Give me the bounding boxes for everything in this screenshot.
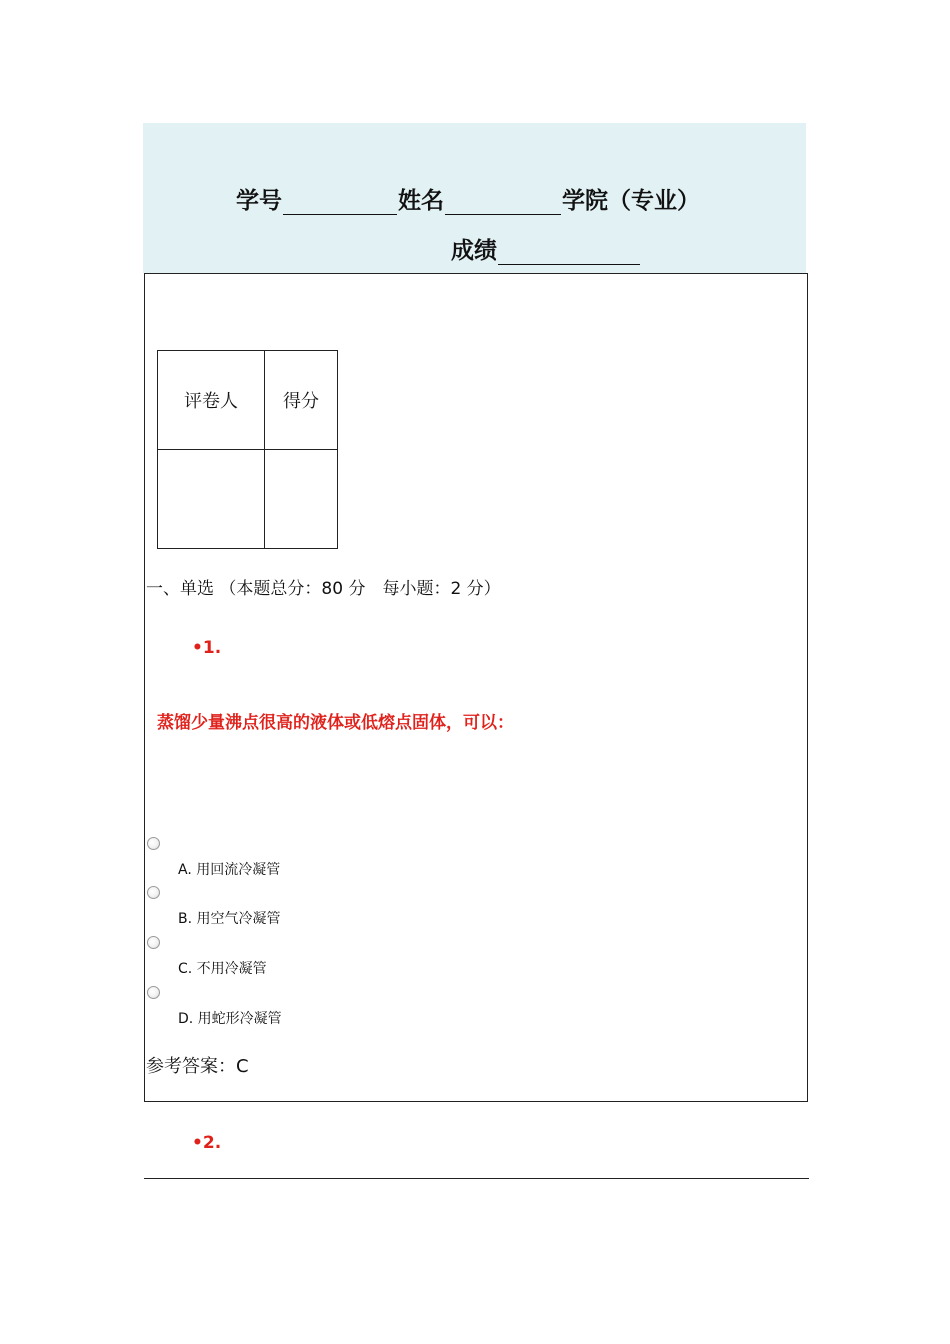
score-blank[interactable]: [498, 240, 640, 265]
question-number-2: •2.: [192, 1133, 222, 1153]
option-c-radio[interactable]: [147, 936, 160, 949]
college-label: 学院（专业）: [562, 188, 700, 214]
option-b-radio[interactable]: [147, 886, 160, 899]
header-info-line: [236, 187, 700, 215]
option-c-label: C. 不用冷凝管: [178, 961, 267, 977]
score-label: 成绩: [451, 238, 497, 264]
name-label: 姓名: [398, 188, 444, 214]
grader-header-cell: 评卷人: [158, 351, 265, 450]
section-title: 一、单选 （本题总分：80 分 每小题：2 分）: [146, 579, 501, 599]
option-d-radio[interactable]: [147, 986, 160, 999]
question-number: •1.: [192, 638, 222, 658]
student-id-label: 学号: [236, 188, 282, 214]
option-d-label: D. 用蛇形冷凝管: [178, 1011, 282, 1027]
question-text: 蒸馏少量沸点很高的液体或低熔点固体，可以：: [157, 713, 514, 733]
student-id-blank[interactable]: [283, 190, 397, 215]
score-value-cell[interactable]: [265, 450, 338, 549]
grader-value-cell[interactable]: [158, 450, 265, 549]
option-a-radio[interactable]: [147, 837, 160, 850]
reference-answer: 参考答案：C: [146, 1056, 249, 1077]
bottom-divider: [144, 1178, 809, 1179]
name-blank[interactable]: [445, 190, 561, 215]
grading-table: [157, 350, 338, 549]
option-a-label: A. 用回流冷凝管: [178, 862, 281, 878]
header-score-line: [451, 237, 641, 265]
option-b-label: B. 用空气冷凝管: [178, 911, 281, 927]
score-header-cell: 得分: [265, 351, 338, 450]
